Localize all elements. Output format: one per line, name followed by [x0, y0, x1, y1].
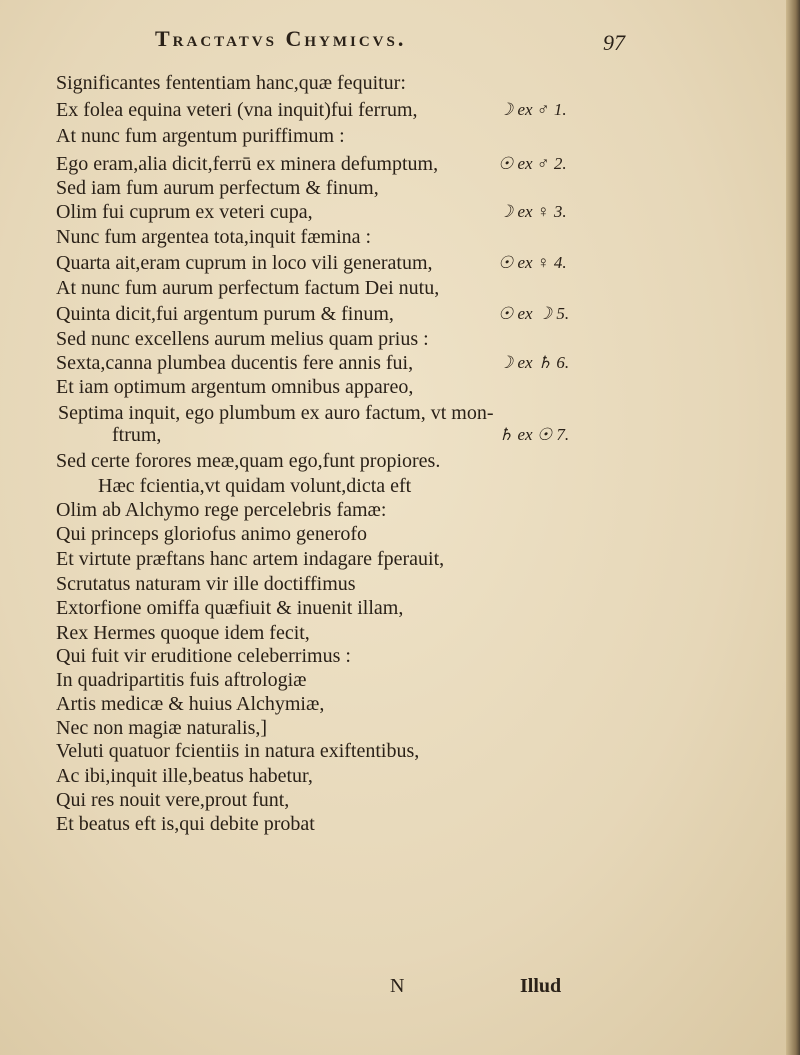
margin-note: ☉ ex ♀ 4. — [498, 253, 567, 272]
margin-note: ☽ ex ♄ 6. — [498, 353, 570, 372]
line-text: Olim ab Alchymo rege percelebris famæ: — [56, 499, 387, 521]
line-text: Quinta dicit,fui argentum purum & finum, — [56, 303, 394, 325]
page-number: 97 — [603, 30, 625, 55]
line-text: Extorfione omiffa quæfiuit & inuenit illam, — [56, 597, 404, 619]
line-text: Significantes fententiam hanc,quæ fequitur: — [56, 72, 406, 94]
line-text: Quarta ait,eram cuprum in loco vili generatum, — [56, 252, 433, 274]
line-text: Et beatus eft is,qui debite probat — [56, 813, 315, 835]
line-text: At nunc fum argentum puriffimum : — [56, 125, 345, 147]
page-footer — [390, 975, 790, 1005]
margin-note: ☽ ex ♂ 1. — [498, 100, 567, 119]
line-text: Artis medicæ & huius Alchymiæ, — [56, 693, 325, 715]
line-text: Nec non magiæ naturalis,] — [56, 717, 268, 739]
line-text: Rex Hermes quoque idem fecit, — [56, 622, 310, 644]
line-text: Sed nunc excellens aurum melius quam prius : — [56, 328, 429, 350]
line-text: Olim fui cuprum ex veteri cupa, — [56, 201, 313, 223]
line-text: Et iam optimum argentum omnibus appareo, — [56, 376, 414, 398]
page-edge — [786, 0, 800, 1055]
margin-note: ♄ ex ☉ 7. — [498, 425, 570, 444]
line-text: Veluti quatuor fcientiis in natura exiftentibus, — [56, 740, 420, 762]
margin-note: ☉ ex ☽ 5. — [498, 304, 570, 323]
line-text: Sexta,canna plumbea ducentis fere annis fui, — [56, 352, 414, 374]
line-text: Ex folea equina veteri (vna inquit)fui ferrum, — [56, 99, 418, 121]
line-text: At nunc fum aurum perfectum factum Dei nutu, — [56, 277, 440, 299]
page-header — [155, 26, 625, 60]
line-text: Septima inquit, ego plumbum ex auro factum, vt mon- — [58, 402, 494, 424]
line-text: Sed iam fum aurum perfectum & finum, — [56, 177, 379, 199]
catchword: Illud — [520, 975, 562, 997]
line-text: In quadripartitis fuis aftrologiæ — [56, 669, 307, 691]
line-text: Qui princeps gloriofus animo generofo — [56, 523, 368, 545]
line-text: Nunc fum argentea tota,inquit fæmina : — [56, 226, 372, 248]
line-text: Ego eram,alia dicit,ferrū ex minera defumptum, — [56, 153, 439, 175]
line-text: Scrutatus naturam vir ille doctiffimus — [56, 573, 356, 595]
line-text: Hæc fcientia,vt quidam volunt,dicta eft — [98, 475, 412, 497]
signature-mark: N — [390, 975, 405, 997]
line-text: Et virtute præftans hanc artem indagare fperauit, — [56, 548, 445, 570]
margin-note: ☽ ex ♀ 3. — [498, 202, 567, 221]
line-text: ftrum, — [112, 424, 162, 446]
line-text: Qui fuit vir eruditione celeberrimus : — [56, 645, 351, 667]
running-head: Tractatvs Chymicvs. — [155, 26, 407, 51]
margin-note: ☉ ex ♂ 2. — [498, 154, 567, 173]
line-text: Qui res nouit vere,prout funt, — [56, 789, 290, 811]
line-text: Ac ibi,inquit ille,beatus habetur, — [56, 765, 313, 787]
line-text: Sed certe forores meæ,quam ego,funt propiores. — [56, 450, 441, 472]
